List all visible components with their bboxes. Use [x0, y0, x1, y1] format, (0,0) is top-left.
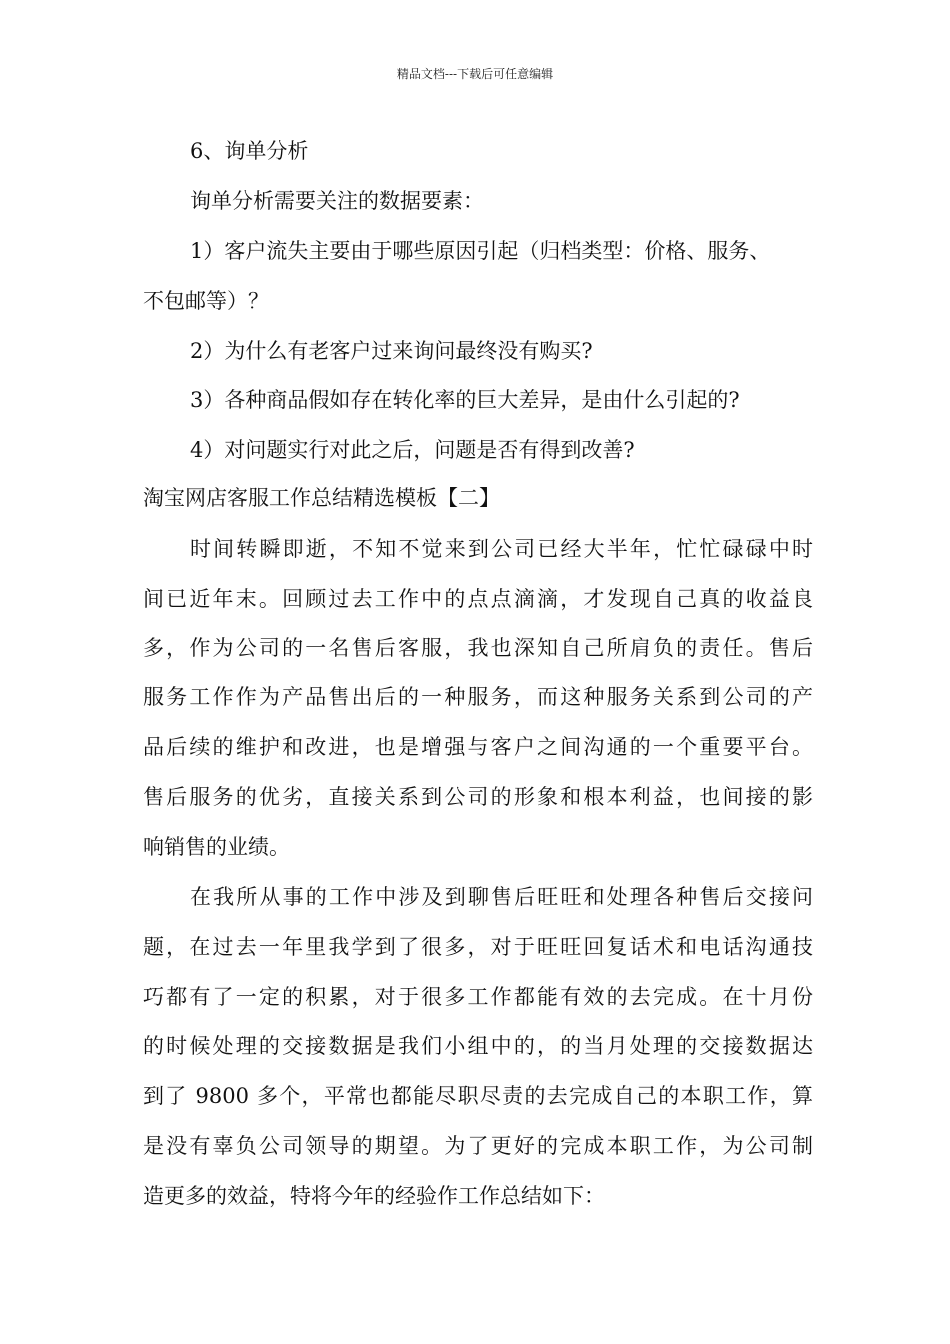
section-heading: 6、询单分析 — [190, 139, 309, 163]
paragraph-1-line: 时间转瞬即逝，不知不觉来到公司已经大半年，忙忙碌碌中时 — [190, 537, 813, 561]
paragraph-1-line: 服务工作作为产品售出后的一种服务，而这种服务关系到公司的产 — [143, 685, 813, 709]
list-item-4: 4）对问题实行对此之后，问题是否有得到改善? — [190, 438, 635, 462]
section-intro: 询单分析需要关注的数据要素： — [190, 189, 484, 213]
paragraph-2-line: 在我所从事的工作中涉及到聊售后旺旺和处理各种售后交接问 — [190, 885, 813, 909]
paragraph-2-line: 是没有辜负公司领导的期望。为了更好的完成本职工作，为公司制 — [143, 1134, 813, 1158]
paragraph-1-line: 响销售的业绩。 — [143, 835, 290, 859]
paragraph-1-line: 多，作为公司的一名售后客服，我也深知自己所肩负的责任。售后 — [143, 636, 813, 660]
list-item-1-line-1: 1）客户流失主要由于哪些原因引起（归档类型：价格、服务、 — [190, 239, 771, 263]
page-header: 精品文档---下载后可任意编辑 — [396, 67, 554, 81]
list-item-3: 3）各种商品假如存在转化率的巨大差异，是由什么引起的? — [190, 388, 740, 412]
paragraph-2-line: 的时候处理的交接数据是我们小组中的，的当月处理的交接数据达 — [143, 1034, 813, 1058]
paragraph-1-line: 品后续的维护和改进，也是增强与客户之间沟通的一个重要平台。 — [143, 735, 813, 759]
paragraph-2-line: 巧都有了一定的积累，对于很多工作都能有效的去完成。在十月份 — [143, 985, 813, 1009]
list-item-1-line-2: 不包邮等）？ — [143, 289, 269, 313]
paragraph-2-line: 题，在过去一年里我学到了很多，对于旺旺回复话术和电话沟通技 — [143, 935, 813, 959]
paragraph-2-line: 造更多的效益，特将今年的经验作工作总结如下： — [143, 1184, 605, 1208]
section-title: 淘宝网店客服工作总结精选模板【二】 — [143, 486, 500, 510]
paragraph-2-line: 到了 9800 多个，平常也都能尽职尽责的去完成自己的本职工作，算 — [143, 1084, 813, 1108]
paragraph-1-line: 间已近年末。回顾过去工作中的点点滴滴，才发现自己真的收益良 — [143, 587, 813, 611]
paragraph-1-line: 售后服务的优劣，直接关系到公司的形象和根本利益，也间接的影 — [143, 785, 813, 809]
list-item-2: 2）为什么有老客户过来询问最终没有购买? — [190, 339, 593, 363]
